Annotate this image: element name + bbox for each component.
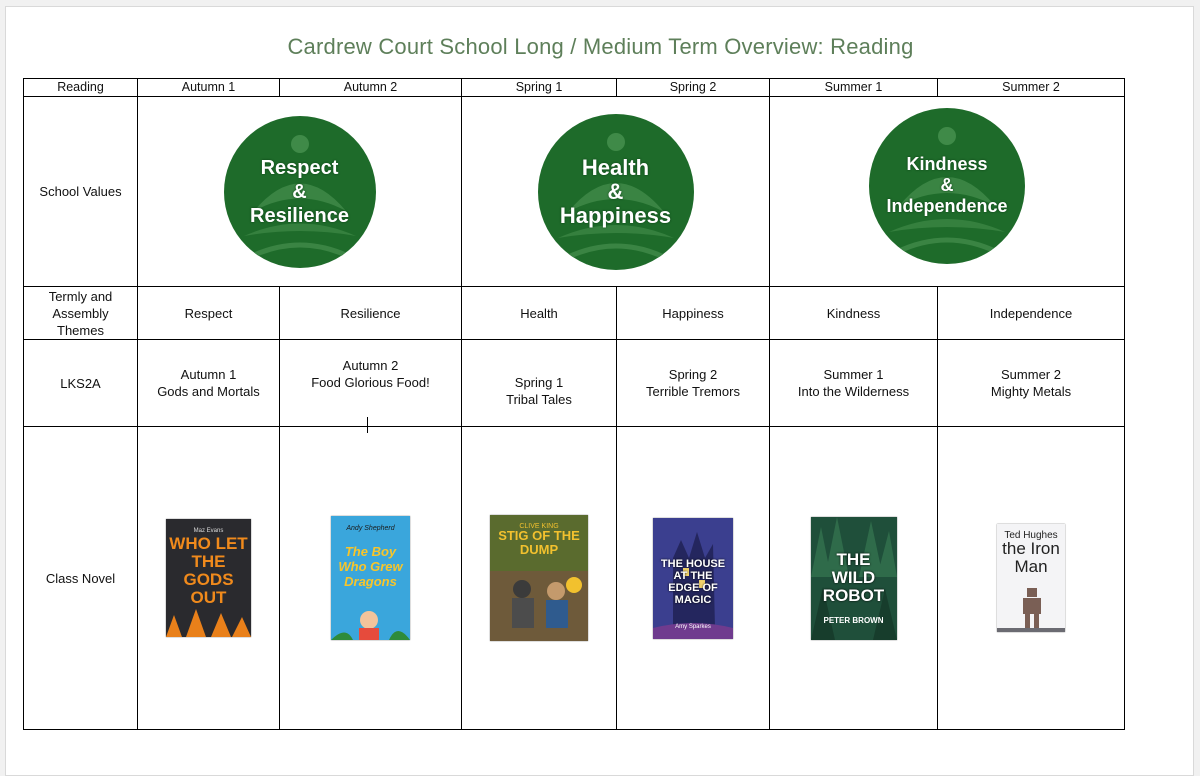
themes-row: [24, 287, 1125, 340]
respect-resilience-badge: [224, 116, 376, 268]
book-author: Andy Shepherd: [346, 525, 395, 532]
book-cover-the-iron-man: [997, 524, 1065, 632]
school-values-label: School Values: [24, 97, 138, 287]
health-happiness-badge: [538, 114, 694, 270]
characters-illustration-icon: [166, 597, 251, 637]
topic-title: Mighty Metals: [990, 384, 1072, 399]
iron-man-figure-icon: [997, 582, 1065, 632]
book-cover-stig-of-the-dump: [490, 515, 588, 641]
header-summer-2: Summer 2: [938, 79, 1125, 97]
book-author: Amy Sparkes: [675, 623, 711, 630]
book-cover-the-boy-who-grew-dragons: [331, 516, 410, 640]
topic-summer-2: [938, 340, 1125, 427]
class-topics-row: [24, 340, 1125, 427]
book-cover-who-let-the-gods-out: [166, 519, 251, 637]
text-cursor: [367, 417, 368, 433]
book-cover-the-wild-robot: [811, 517, 897, 640]
book-title: THE WILD ROBOT: [822, 549, 885, 605]
school-values-row: [24, 97, 1125, 287]
topic-autumn-2: [280, 340, 462, 427]
topic-term: Summer 1: [823, 367, 884, 382]
topic-term: Autumn 2: [342, 358, 399, 373]
values-cell-summer: [770, 97, 1125, 287]
boy-illustration-icon: [331, 600, 410, 640]
novel-summer-1: [770, 427, 938, 730]
badge-line-3: Independence: [886, 196, 1008, 216]
header-autumn-2: Autumn 2: [280, 79, 462, 97]
kindness-independence-badge: [869, 108, 1025, 264]
novel-summer-2: [938, 427, 1125, 730]
topic-spring-2: [617, 340, 770, 427]
topic-summer-1: [770, 340, 938, 427]
badge-line-3: Happiness: [559, 202, 672, 228]
badge-line-2: &: [607, 178, 624, 204]
badge-line-2: &: [292, 180, 307, 203]
values-cell-autumn: [138, 97, 462, 287]
header-spring-1: Spring 1: [462, 79, 617, 97]
topic-title: Gods and Mortals: [157, 384, 260, 399]
badge-line-1: Respect: [260, 156, 339, 179]
theme-autumn-2: Resilience: [280, 287, 462, 340]
topic-spring-1: [462, 340, 617, 427]
topic-autumn-1: [138, 340, 280, 427]
topic-term: Summer 2: [1001, 367, 1061, 382]
theme-summer-2: Independence: [938, 287, 1125, 340]
book-author: Ted Hughes: [1004, 530, 1058, 541]
badge-line-1: Kindness: [906, 154, 988, 174]
book-author: Maz Evans: [193, 528, 224, 534]
topic-term: Autumn 1: [180, 367, 237, 382]
book-author: PETER BROWN: [823, 615, 884, 625]
book-title: WHO LET THE GODS OUT: [169, 534, 248, 607]
topic-title: Food Glorious Food!: [311, 375, 430, 390]
topic-title: Tribal Tales: [506, 392, 572, 407]
overview-table: [23, 78, 1125, 730]
book-title: the Iron Man: [1002, 539, 1060, 576]
topic-term: Spring 1: [514, 375, 564, 390]
book-title: THE HOUSE AT THE EDGE OF MAGIC: [660, 557, 726, 606]
topic-term: Spring 2: [668, 367, 718, 382]
theme-autumn-1: Respect: [138, 287, 280, 340]
topic-title: Terrible Tremors: [646, 384, 740, 399]
novel-spring-1: [462, 427, 617, 730]
book-cover-the-house-at-the-edge-of-magic: [653, 518, 733, 639]
theme-summer-1: Kindness: [770, 287, 938, 340]
header-summer-1: Summer 1: [770, 79, 938, 97]
figures-illustration-icon: [490, 571, 588, 641]
book-title: The Boy Who Grew Dragons: [338, 544, 403, 589]
topic-title: Into the Wilderness: [797, 384, 910, 399]
class-novel-row: [24, 427, 1125, 730]
header-autumn-1: Autumn 1: [138, 79, 280, 97]
class-label: LKS2A: [24, 340, 138, 427]
novel-autumn-2: [280, 427, 462, 730]
values-cell-spring: [462, 97, 770, 287]
class-novel-label: Class Novel: [24, 427, 138, 730]
badge-line-1: Health: [581, 154, 650, 180]
theme-spring-2: Happiness: [617, 287, 770, 340]
theme-spring-1: Health: [462, 287, 617, 340]
book-author: CLIVE KING: [519, 523, 559, 530]
header-label: Reading: [24, 79, 138, 97]
themes-label: Termly and Assembly Themes: [24, 287, 138, 340]
header-row: [24, 79, 1125, 97]
novel-spring-2: [617, 427, 770, 730]
badge-line-2: &: [940, 175, 954, 195]
book-title: STIG OF THE DUMP: [498, 528, 580, 557]
header-spring-2: Spring 2: [617, 79, 770, 97]
novel-autumn-1: [138, 427, 280, 730]
badge-line-3: Resilience: [250, 204, 349, 227]
page-title: Cardrew Court School Long / Medium Term Overview: Reading: [287, 34, 914, 59]
